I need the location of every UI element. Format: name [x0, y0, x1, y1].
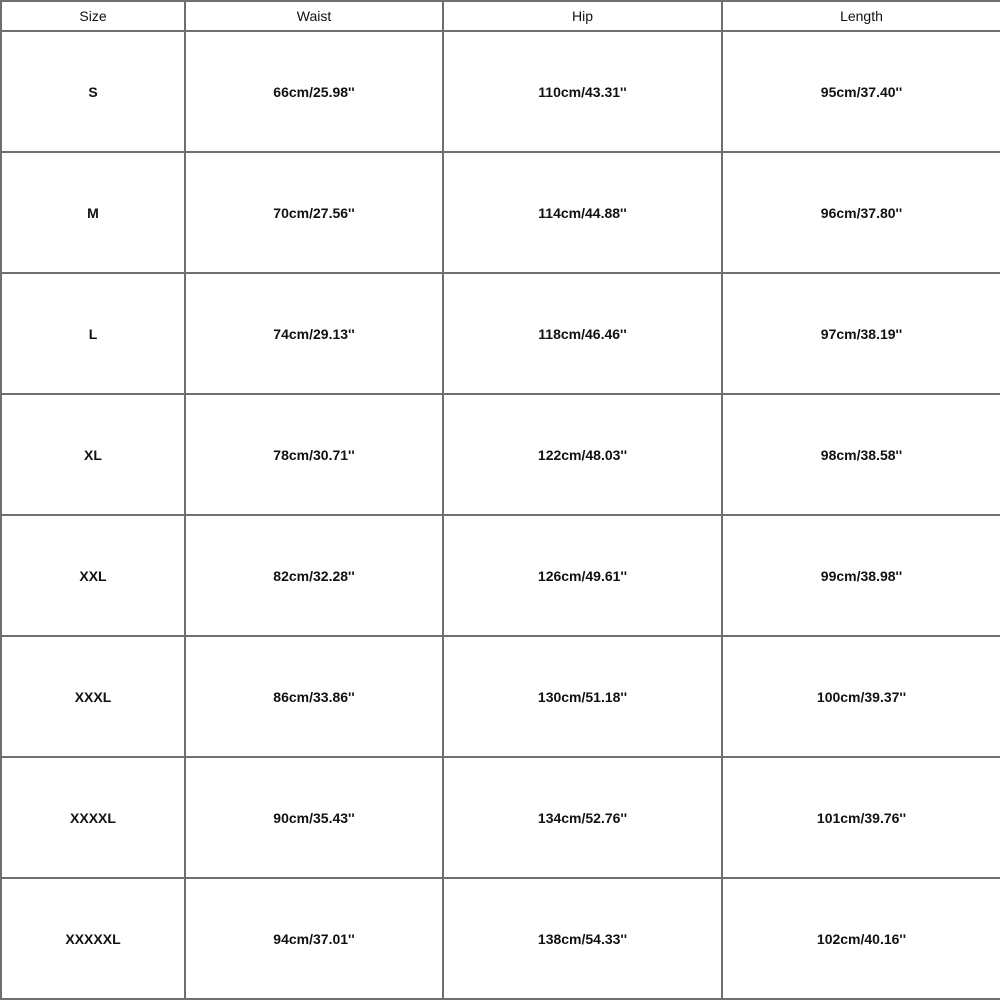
size-cell: L [1, 273, 185, 394]
hip-cell: 110cm/43.31'' [443, 31, 722, 152]
waist-cell: 74cm/29.13'' [185, 273, 443, 394]
length-cell: 97cm/38.19'' [722, 273, 1000, 394]
table-row [1, 757, 1000, 878]
table-row [1, 515, 1000, 636]
table-row [1, 152, 1000, 273]
table-row [1, 878, 1000, 999]
waist-cell: 78cm/30.71'' [185, 394, 443, 515]
table-row [1, 394, 1000, 515]
length-cell: 101cm/39.76'' [722, 757, 1000, 878]
size-cell: XL [1, 394, 185, 515]
length-cell: 98cm/38.58'' [722, 394, 1000, 515]
header-length: Length [722, 1, 1000, 31]
size-cell: XXXXXL [1, 878, 185, 999]
size-cell: XXXXL [1, 757, 185, 878]
size-cell: XXL [1, 515, 185, 636]
hip-cell: 114cm/44.88'' [443, 152, 722, 273]
table-row [1, 636, 1000, 757]
size-cell: XXXL [1, 636, 185, 757]
hip-cell: 130cm/51.18'' [443, 636, 722, 757]
waist-cell: 66cm/25.98'' [185, 31, 443, 152]
length-cell: 99cm/38.98'' [722, 515, 1000, 636]
size-cell: M [1, 152, 185, 273]
header-waist: Waist [185, 1, 443, 31]
table-row [1, 273, 1000, 394]
length-cell: 100cm/39.37'' [722, 636, 1000, 757]
length-cell: 102cm/40.16'' [722, 878, 1000, 999]
hip-cell: 134cm/52.76'' [443, 757, 722, 878]
waist-cell: 90cm/35.43'' [185, 757, 443, 878]
hip-cell: 122cm/48.03'' [443, 394, 722, 515]
header-size: Size [1, 1, 185, 31]
hip-cell: 118cm/46.46'' [443, 273, 722, 394]
header-hip: Hip [443, 1, 722, 31]
length-cell: 95cm/37.40'' [722, 31, 1000, 152]
hip-cell: 138cm/54.33'' [443, 878, 722, 999]
waist-cell: 94cm/37.01'' [185, 878, 443, 999]
waist-cell: 82cm/32.28'' [185, 515, 443, 636]
header-row [1, 1, 1000, 31]
table-row [1, 31, 1000, 152]
waist-cell: 70cm/27.56'' [185, 152, 443, 273]
size-cell: S [1, 31, 185, 152]
hip-cell: 126cm/49.61'' [443, 515, 722, 636]
length-cell: 96cm/37.80'' [722, 152, 1000, 273]
waist-cell: 86cm/33.86'' [185, 636, 443, 757]
